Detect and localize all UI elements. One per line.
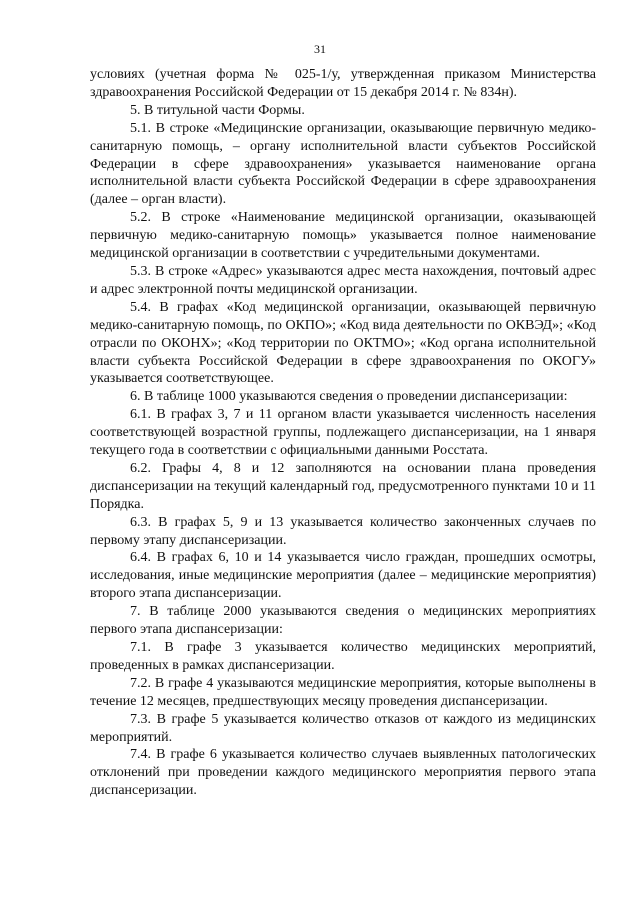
body-text — [90, 66, 596, 800]
paragraph: 5.4. В графах «Код медицинской организации, оказывающей первичную медико-санитарную помощь, по ОКПО»; «Код вида деятельности по ОКВЭД»; «Код отрасли по ОКОНХ»; «Код территории по ОКТМО»; «Код органа исполнительной власти субъекта Российской Федерации в сфере здравоохранения по ОКОГУ» указывается соответствующее. — [90, 299, 596, 387]
paragraph: 7.3. В графе 5 указывается количество отказов от каждого из медицинских мероприятий. — [90, 711, 596, 745]
paragraph: 5.1. В строке «Медицинские организации, оказывающие первичную медико-санитарную помощь, – органу исполнительной власти субъектов Российской Федерации в сфере здравоохранения» указывается наименование органа исполнительной власти субъекта Российской Федерации в сфере здравоохранения (далее – орган власти). — [90, 120, 596, 208]
paragraph: 6.3. В графах 5, 9 и 13 указывается количество законченных случаев по первому этапу диспансеризации. — [90, 514, 596, 548]
paragraph: 6.2. Графы 4, 8 и 12 заполняются на основании плана проведения диспансеризации на текущий календарный год, предусмотренного пунктами 10 и 11 Порядка. — [90, 460, 596, 512]
paragraph: 5. В титульной части Формы. — [130, 102, 305, 118]
paragraph: 7. В таблице 2000 указываются сведения о медицинских мероприятиях первого этапа диспансеризации: — [90, 604, 596, 638]
paragraph: 5.3. В строке «Адрес» указываются адрес места нахождения, почтовый адрес и адрес электронной почты медицинской организации. — [90, 263, 596, 297]
paragraph: 7.2. В графе 4 указываются медицинские мероприятия, которые выполнены в течение 12 месяцев, предшествующих месяцу проведения диспансеризации. — [90, 675, 596, 709]
paragraph: условиях (учетная форма № 025-1/у, утвержденная приказом Министерства здравоохранения Российской Федерации от 15 декабря 2014 г. № 834н). — [90, 67, 596, 100]
paragraph: 7.1. В графе 3 указывается количество медицинских мероприятий, проведенных в рамках диспансеризации. — [90, 640, 596, 673]
paragraph: 6. В таблице 1000 указываются сведения о проведении диспансеризации: — [130, 389, 568, 405]
paragraph: 6.4. В графах 6, 10 и 14 указывается число граждан, прошедших осмотры, исследования, иные медицинские мероприятия (далее – медицинские мероприятия) второго этапа диспансеризации. — [90, 550, 596, 602]
paragraph: 6.1. В графах 3, 7 и 11 органом власти указывается численность населения соответствующей возрастной группы, подлежащего диспансеризации, на 1 января текущего года в соответствии с официальными данными Росстата. — [90, 407, 596, 459]
page-number: 31 — [314, 42, 326, 56]
paragraph: 5.2. В строке «Наименование медицинской организации, оказывающей первичную медико-санитарную помощь» указывается полное наименование медицинской организации в соответствии с учредительными документами. — [90, 210, 596, 262]
paragraph: 7.4. В графе 6 указывается количество случаев выявленных патологических отклонений при проведении каждого медицинского мероприятия первого этапа диспансеризации. — [90, 747, 596, 799]
